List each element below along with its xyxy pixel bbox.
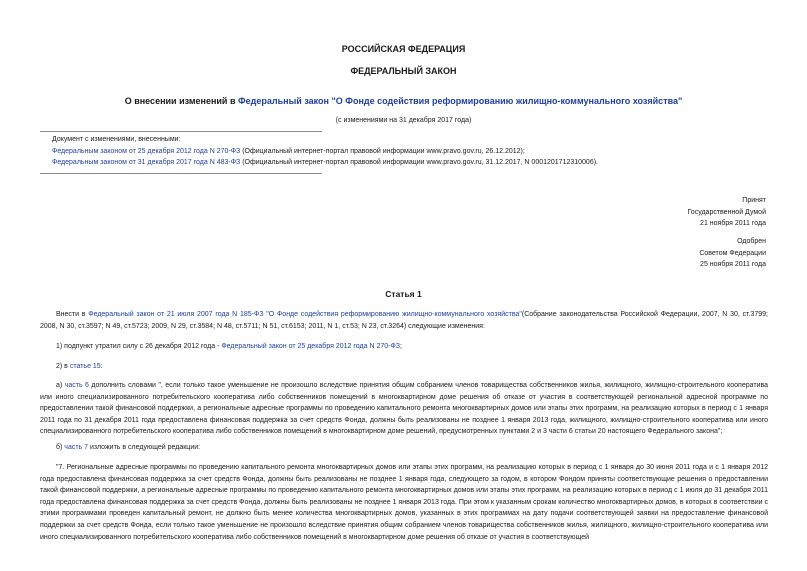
title-prefix: О внесении изменений в — [124, 96, 238, 106]
change-item — [52, 146, 792, 158]
text: 2) в — [56, 363, 70, 370]
text: 1) подпункт утратил силу с 26 декабря 2012 года - — [56, 343, 222, 350]
change-source: (Официальный интернет-портал правовой информации www.pravo.gov.ru, 26.12.2012); — [240, 147, 525, 155]
text: : — [100, 363, 103, 370]
law-title-link[interactable]: "О Фонде содействия реформированию жилищно-коммунального хозяйства" — [266, 311, 522, 318]
article-item-2a — [40, 380, 768, 438]
changes-divider-bottom — [40, 173, 322, 174]
text: изложить в следующей редакции: — [88, 444, 201, 451]
text: б) — [56, 444, 65, 451]
part-7-new-text: "7. Региональные адресные программы по проведению капитального ремонта многоквартирных домов или этапы этих программ, на реализацию которых в период с 1 января до 30 июня 2011 года и с 1 января 2012 года предоставлена финансовая поддержка за счет средств Фонда, должны быть реализованы не позднее 1 января года, следующего за годом, в котором Фондом приняты соответствующие решения о предоставлении такой финансовой поддержки, а региональные адресные программы по проведению капитального ремонта многоквартирных домов или этапы этих программ, на реализацию которых в период с 1 июля до 31 декабря 2011 года предоставлена финансовая поддержка за счет средств Фонда, должны быть реализованы не позднее 1 января 2013 года. При этом к указанным срокам количество многоквартирных домов, в которых в соответствии с этими программами проведен капитальный ремонт, не должно быть менее количества многоквартирных домов, указанных в этих программах на дату подачи соответствующей заявки на предоставление финансовой поддержки за счет средств Фонда, если только такое уменьшение не произошло вследствие принятия общим собранием членов товарищества собственников жилья, жилищного, жилищно-строительного кооператива или иного специализированного потребительского кооператива либо собственников помещений в многоквартирном доме решения об отказе от участия в соответствующей — [40, 464, 768, 541]
article-paragraph-intro — [40, 309, 768, 332]
change-link-2017[interactable]: Федеральным законом от 31 декабря 2017 года N 483-ФЗ — [52, 159, 241, 166]
adopted-body: Государственной Думой — [687, 208, 766, 216]
title-law-link[interactable]: Федеральный закон "О Фонде содействия реформированию жилищно-коммунального хозяйства" — [238, 96, 683, 106]
approved-body: Советом Федерации — [699, 249, 766, 257]
law-270-fz-link[interactable]: Федеральный закон от 25 декабря 2012 года N 270-ФЗ — [221, 343, 401, 350]
law-185-fz-link[interactable]: Федеральный закон от 21 июля 2007 года N 185-ФЗ — [88, 311, 264, 318]
revision-note: (с изменениями на 31 декабря 2017 года) — [335, 117, 472, 124]
law-type-heading: ФЕДЕРАЛЬНЫЙ ЗАКОН — [350, 66, 457, 76]
change-link-2012[interactable]: Федеральным законом от 25 декабря 2012 года N 270-ФЗ — [52, 147, 241, 155]
document-title — [0, 96, 807, 106]
article-heading: Статья 1 — [385, 289, 422, 299]
change-item — [52, 157, 792, 169]
text: ; — [400, 343, 402, 350]
text: Внести в — [56, 311, 89, 318]
part-7-link[interactable]: часть 7 — [64, 444, 89, 451]
adopted-label: Принят — [742, 197, 766, 204]
text: (Собрание законодательства Российской Федерации, 2007, N 30, ст.3799; 2008, N 30, ст.3597; N 49, ст.5723; 2009, N 29, ст.3584; N 48, ст.5711; N 51, ст.6153; 2011, N 1, ст.53; N 23, ст.3264) следующие изменения: — [40, 311, 768, 330]
article-item-2b — [40, 442, 768, 454]
change-source: (Официальный интернет-портал правовой информации www.pravo.gov.ru, 31.12.2017, N 0001201712310006). — [240, 159, 598, 166]
part-6-link[interactable]: часть 6 — [64, 382, 89, 389]
changes-block — [52, 134, 792, 169]
approved-date: 25 ноября 2011 года — [700, 261, 766, 268]
article-item-2 — [40, 361, 768, 373]
text: а) — [56, 382, 65, 389]
approved-label: Одобрен — [737, 238, 766, 245]
changes-intro: Документ с изменениями, внесенными: — [52, 136, 181, 143]
adopted-date: 21 ноября 2011 года — [700, 220, 766, 227]
approved-block — [699, 236, 766, 271]
text: дополнить словами ", если только такое уменьшение не произошло вследствие принятия общим собранием членов товарищества собственников жилья, жилищного, жилищно-строительного кооператива или иного специализированного потребительского кооператива либо собственников помещений в многоквартирном доме решения об отказе от участия в соответствующей региональной адресной программе по предоставлении такой финансовой поддержки, а региональные адресные программы по проведению капитального ремонта многоквартирных домов или этапы этих программ, на реализацию которых в период с 1 января 2011 года по 31 декабря 2011 года предоставлена финансовая поддержка за счет средств Фонда, должны быть реализованы не позднее 1 января 2013 года, жилищного, жилищно-строительного кооператива или иного специализированного потребительского кооператива либо собственников помещений в многоквартирном доме решений, предусмотренных пунктами 2 и 3 части 6 статьи 20 настоящего Федерального закона"; — [40, 382, 769, 436]
changes-divider-top — [40, 131, 322, 132]
adopted-block — [687, 195, 766, 230]
country-heading: РОССИЙСКАЯ ФЕДЕРАЦИЯ — [341, 44, 466, 54]
article-15-link[interactable]: статье 15 — [69, 363, 101, 370]
article-item-1 — [40, 341, 768, 353]
